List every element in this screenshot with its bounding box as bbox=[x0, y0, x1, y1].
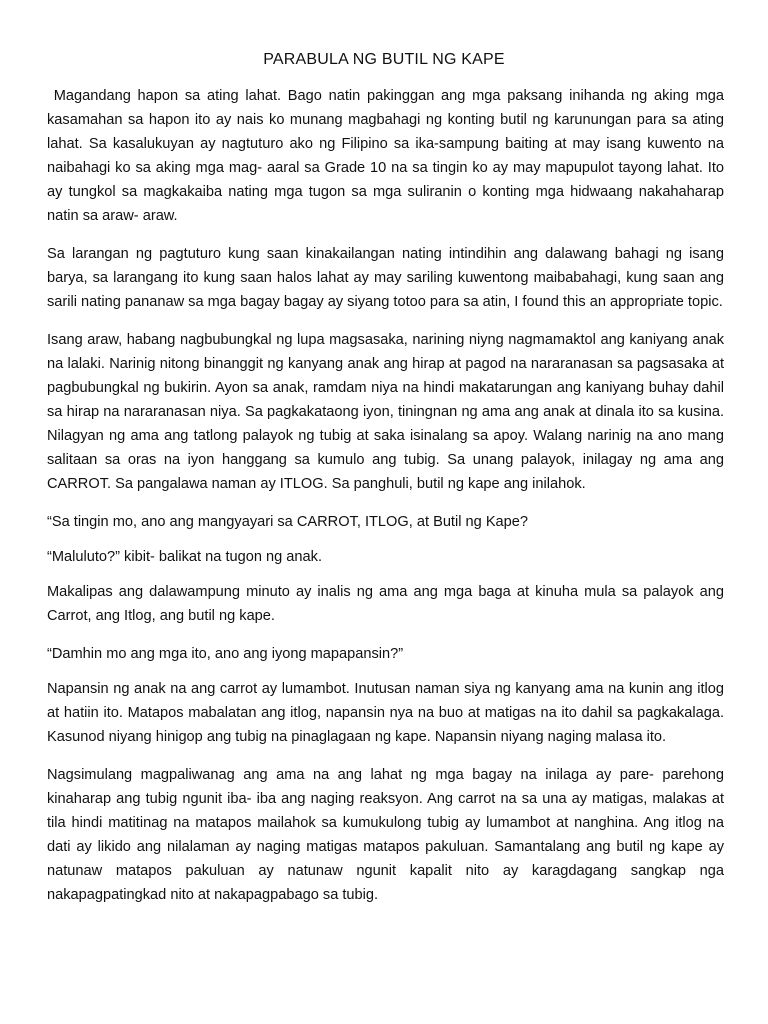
paragraph-context: Sa larangan ng pagtuturo kung saan kinakailangan nating intindihin ang dalawang bahagi ng isang barya, sa larangang ito kung saan halos lahat ay may sariling kuwentong maibabahagi, kung saan ang sarili nating pananaw sa mga bagay bagay ay siyang totoo para sa atin, I found this an appropriate topic. bbox=[47, 246, 724, 310]
paragraph-answer: “Maluluto?” kibit- balikat na tugon ng anak. bbox=[47, 549, 323, 565]
paragraph-explanation: Nagsimulang magpaliwanag ang ama na ang lahat ng mga bagay na inilaga ay pare- parehong kinaharap ang tubig ngunit iba- iba ang naging reaksyon. Ang carrot na sa una ay matigas, malakas at tila hindi matitinag na matapos mailahok sa kumukulong tubig ay lumambot at nanghina. Ang itlog na dati ay likido ang nilalaman ay naging matigas matapos pakuluan. Samantalang ang butil ng kape ay natunaw matapos pakuluan ay natunaw ngunit kapalit nito ay karagdagang sangkap nga nakapagpatingkad nito at nakapagpabago sa tubig. bbox=[47, 767, 724, 903]
paragraph-observation: Napansin ng anak na ang carrot ay lumambot. Inutusan naman siya ng kanyang ama na kunin ang itlog at hatiin ito. Matapos mabalatan ang itlog, napansin nya na buo at matigas na ito dahil sa pagkakalaga. Kasunod niyang hinigop ang tubig na pinaglagaan ng kape. Napansin niyang naging malasa ito. bbox=[47, 681, 724, 745]
document-body bbox=[47, 84, 729, 921]
paragraph-story: Isang araw, habang nagbubungkal ng lupa magsasaka, narining niyng nagmamaktol ang kaniyang anak na lalaki. Narinig nitong binanggit ng kanyang anak ang hirap at pagod na nararanasan sa pagsasaka at pagbubungkal ng bukirin. Ayon sa anak, ramdam niya na hindi makatarungan ang kaniyang buhay dahil sa hirap na nararanasan niya. Sa pagkakataong iyon, tiningnan ng ama ang anak at dinala ito sa kusina. Nilagyan ng ama ang tatlong palayok ng tubig at saka isinalang sa apoy. Walang narinig na ano mang salitaan sa oras na iyon hanggang sa kumulo ang tubig. Sa unang palayok, inilagay ng ama ang CARROT. Sa pangalawa naman ay ITLOG. Sa panghuli, butil ng kape ang inilahok. bbox=[47, 332, 724, 492]
paragraph-question: “Sa tingin mo, ano ang mangyayari sa CARROT, ITLOG, at Butil ng Kape? bbox=[47, 514, 529, 530]
document-title: PARABULA NG BUTIL NG KAPE bbox=[263, 51, 505, 68]
paragraph-intro: Magandang hapon sa ating lahat. Bago natin pakinggan ang mga paksang inihanda ng aking mga kasamahan sa hapon ito ay nais ko munang magbahagi ng konting butil ng karunungan para sa ating lahat. Sa kasalukuyan ay nagtuturo ako ng Filipino sa ika-sampung baiting at may isang kuwento na naibahagi ko sa aking mga mag- aaral sa Grade 10 na sa tingin ko ay may mapupulot tayong lahat. Ito ay tungkol sa magkakaiba nating mga tugon sa mga suliranin o konting mga hidwaang nakahaharap natin sa araw- araw. bbox=[47, 88, 729, 224]
paragraph-twenty-minutes: Makalipas ang dalawampung minuto ay inalis ng ama ang mga baga at kinuha mula sa palayok ang Carrot, ang Itlog, ang butil ng kape. bbox=[47, 584, 724, 624]
paragraph-feel: “Damhin mo ang mga ito, ano ang iyong mapapansin?” bbox=[47, 646, 404, 662]
